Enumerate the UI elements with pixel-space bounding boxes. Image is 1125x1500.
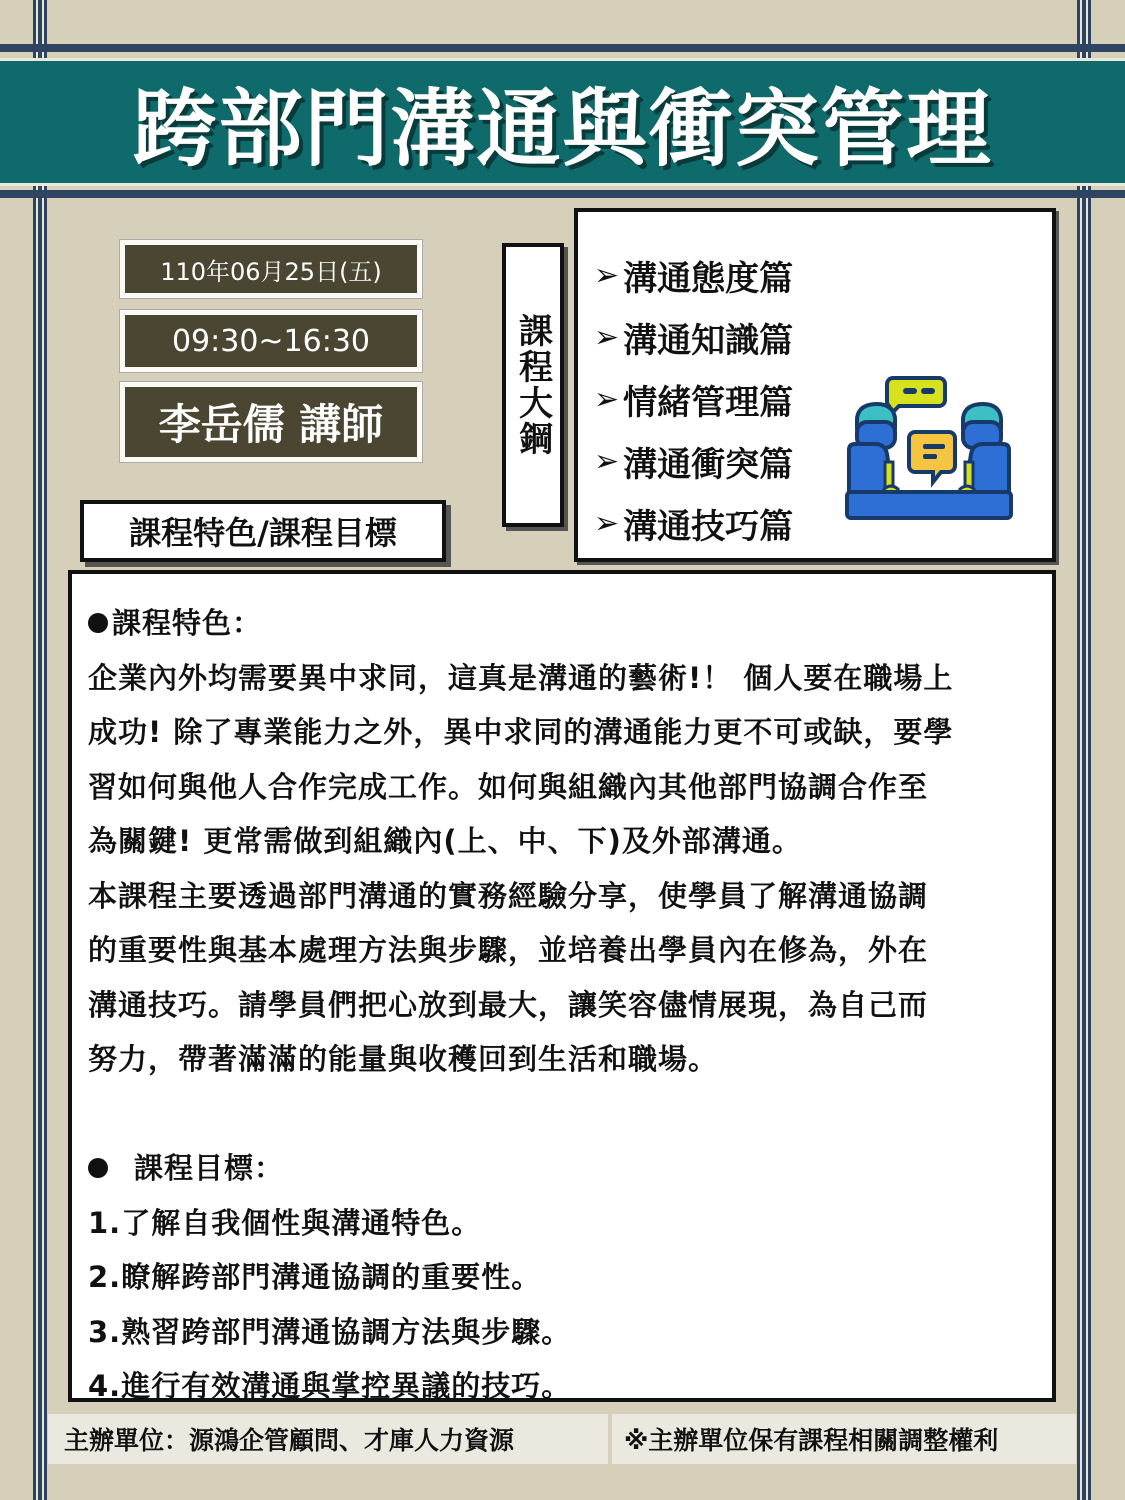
goal-item: 2.瞭解跨部門溝通協調的重要性。 bbox=[88, 1260, 542, 1294]
outline-list bbox=[594, 244, 793, 554]
feature-line: 努力，帶著滿滿的能量與收穫回到生活和職場。 bbox=[88, 1042, 719, 1076]
title-banner bbox=[0, 58, 1125, 186]
right-frame-line bbox=[1077, 0, 1091, 1500]
left-frame-line bbox=[33, 0, 47, 1500]
arrow-icon: ➢ bbox=[594, 443, 620, 479]
feature-line: 成功! 除了專業能力之外，異中求同的溝通能力更不可或缺，要學 bbox=[88, 715, 954, 749]
feature-line: 本課程主要透過部門溝通的實務經驗分享，使學員了解溝通協調 bbox=[88, 878, 929, 913]
top-frame-line bbox=[0, 44, 1125, 52]
goal-item: 4.進行有效溝通與掌控異議的技巧。 bbox=[88, 1369, 572, 1403]
time-box: 09:30~16:30 bbox=[120, 310, 422, 372]
notice-footer: ※主辦單位保有課程相關調整權利 bbox=[612, 1414, 1076, 1464]
arrow-icon: ➢ bbox=[594, 381, 620, 417]
outline-item: ➢ 溝通知識篇 bbox=[594, 319, 794, 361]
feature-line: 為關鍵! 更常需做到組織內(上、中、下)及外部溝通。 bbox=[88, 824, 802, 858]
feature-line: 溝通技巧。請學員們把心放到最大，讓笑容儘情展現，為自己而 bbox=[88, 987, 929, 1022]
goal-item: 3.熟習跨部門溝通協調方法與步驟。 bbox=[88, 1314, 572, 1349]
outline-item: ➢ 溝通態度篇 bbox=[594, 257, 794, 299]
bullet-icon bbox=[88, 613, 108, 633]
teacher-box: 李岳儒 講師 bbox=[120, 382, 422, 462]
features-title: 課程特色/課程目標 bbox=[80, 500, 446, 562]
arrow-icon: ➢ bbox=[594, 257, 620, 293]
outline-box bbox=[574, 208, 1056, 562]
outline-item: ➢ 溝通衝突篇 bbox=[594, 443, 794, 485]
organizer-footer: 主辦單位：源鴻企管顧問、才庫人力資源 bbox=[48, 1414, 608, 1464]
feature-heading: 課程特色： bbox=[88, 596, 1034, 651]
banner-bottom-line bbox=[0, 190, 1125, 198]
feature-line: 習如何與他人合作完成工作。如何與組織內其他部門協調合作至 bbox=[88, 769, 929, 804]
feature-line: 的重要性與基本處理方法與步驟，並培養出學員內在修為，外在 bbox=[88, 933, 929, 967]
bullet-icon bbox=[88, 1158, 108, 1178]
goal-heading: 課程目標： bbox=[88, 1141, 1034, 1196]
arrow-icon: ➢ bbox=[594, 319, 620, 355]
outline-item: ➢ 情緒管理篇 bbox=[594, 381, 794, 423]
date-box: 110年06月25日(五) bbox=[120, 240, 422, 298]
arrow-icon: ➢ bbox=[594, 505, 620, 541]
spacer bbox=[88, 1087, 1034, 1142]
content-box bbox=[68, 570, 1056, 1402]
outline-label: 課程大鋼 bbox=[502, 243, 564, 527]
goal-item: 1.了解自我個性與溝通特色。 bbox=[88, 1205, 482, 1240]
feature-line: 企業內外均需要異中求同，這真是溝通的藝術!！ 個人要在職場上 bbox=[88, 660, 954, 695]
outline-item: ➢ 溝通技巧篇 bbox=[594, 505, 794, 547]
page-title: 跨部門溝通與衝突管理 bbox=[132, 79, 993, 178]
meeting-icon bbox=[843, 372, 1015, 536]
